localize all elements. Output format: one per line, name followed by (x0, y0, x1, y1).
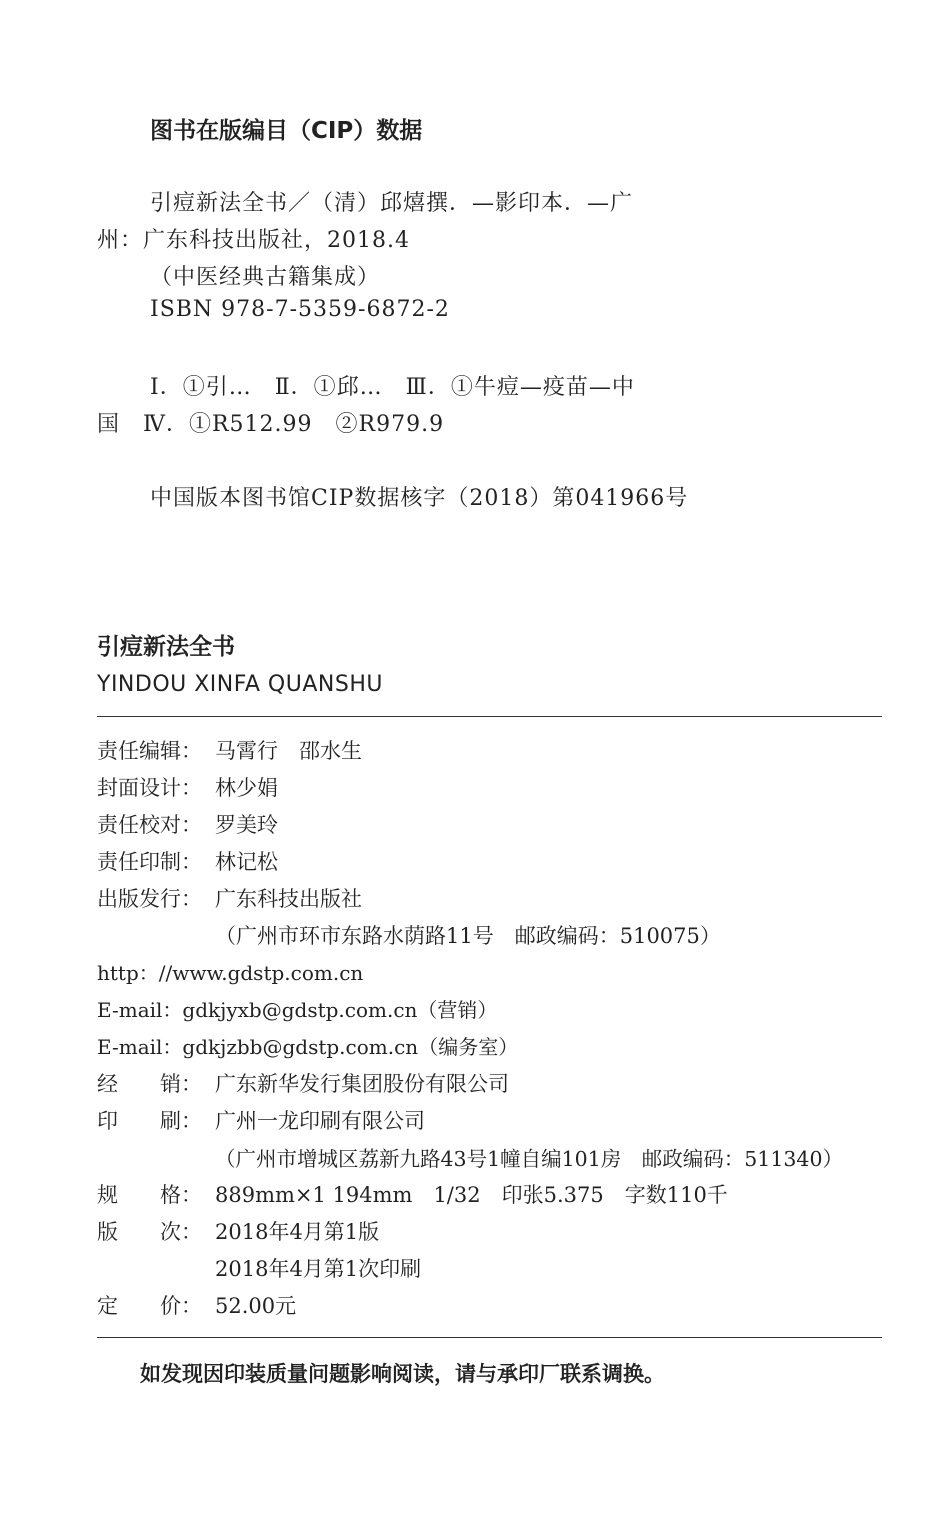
specs-value: 889mm×1 194mm 1/32 印张5.375 字数110千 (215, 1183, 728, 1207)
printing-value: 广州一龙印刷有限公司 (215, 1109, 425, 1133)
price (97, 1290, 296, 1320)
credit-value: 广东科技出版社 (215, 887, 362, 911)
quality-notice: 如发现因印装质量问题影响阅读，请与承印厂联系调换。 (140, 1362, 665, 1386)
book-title-en: YINDOU XINFA QUANSHU (97, 672, 383, 697)
cip-classification-2: 国 Ⅳ．①R512.99 ②R979.9 (97, 412, 445, 437)
cip-line-1: 引痘新法全书／（清）邱熺撰．—影印本．—广 (150, 191, 634, 216)
publisher-address: （广州市环市东路水荫路11号 邮政编码：510075） (215, 924, 721, 948)
edition-value: 2018年4月第1版 (215, 1220, 380, 1244)
distribution (97, 1068, 509, 1098)
credit-label: 责任印制： (97, 850, 202, 874)
edition (97, 1216, 379, 1246)
printing-label: 印 刷： (97, 1109, 202, 1133)
credit-print-supervisor (97, 846, 278, 876)
top-divider (97, 716, 882, 717)
distribution-value: 广东新华发行集团股份有限公司 (215, 1072, 509, 1096)
edition-label: 版 次： (97, 1220, 202, 1244)
website: http：//www.gdstp.com.cn (97, 961, 364, 985)
credit-value: 林记松 (215, 850, 278, 874)
cip-title: 图书在版编目（CIP）数据 (150, 118, 423, 144)
book-title-cn: 引痘新法全书 (97, 634, 235, 660)
price-value: 52.00元 (215, 1294, 297, 1318)
credit-label: 责任校对： (97, 813, 202, 837)
cip-record-number: 中国版本图书馆CIP数据核字（2018）第041966号 (150, 486, 689, 511)
specs-label: 规 格： (97, 1183, 202, 1207)
credit-editor (97, 735, 362, 765)
cip-classification-1: Ⅰ．①引… Ⅱ．①邱… Ⅲ．①牛痘—疫苗—中 (150, 375, 635, 400)
printing (97, 1105, 425, 1135)
credit-publisher (97, 883, 362, 913)
cip-series: （中医经典古籍集成） (150, 265, 381, 290)
email-editorial: E-mail：gdkjzbb@gdstp.com.cn（编务室） (97, 1035, 519, 1059)
credit-label: 出版发行： (97, 887, 202, 911)
cip-isbn: ISBN 978-7-5359-6872-2 (150, 297, 450, 322)
printer-address: （广州市增城区荔新九路43号1幢自编101房 邮政编码：511340） (215, 1147, 844, 1171)
distribution-label: 经 销： (97, 1072, 202, 1096)
bottom-divider (97, 1337, 882, 1338)
credit-value: 罗美玲 (215, 813, 278, 837)
cip-line-2: 州：广东科技出版社，2018.4 (97, 228, 410, 253)
specs (97, 1179, 728, 1209)
impression: 2018年4月第1次印刷 (215, 1257, 422, 1281)
credit-cover-design (97, 772, 278, 802)
credit-label: 责任编辑： (97, 739, 202, 763)
email-marketing: E-mail：gdkjyxb@gdstp.com.cn（营销） (97, 998, 498, 1022)
credit-proofreader (97, 809, 278, 839)
price-label: 定 价： (97, 1294, 202, 1318)
credit-value: 马霄行 邵水生 (215, 739, 362, 763)
credit-value: 林少娟 (215, 776, 278, 800)
credit-label: 封面设计： (97, 776, 202, 800)
